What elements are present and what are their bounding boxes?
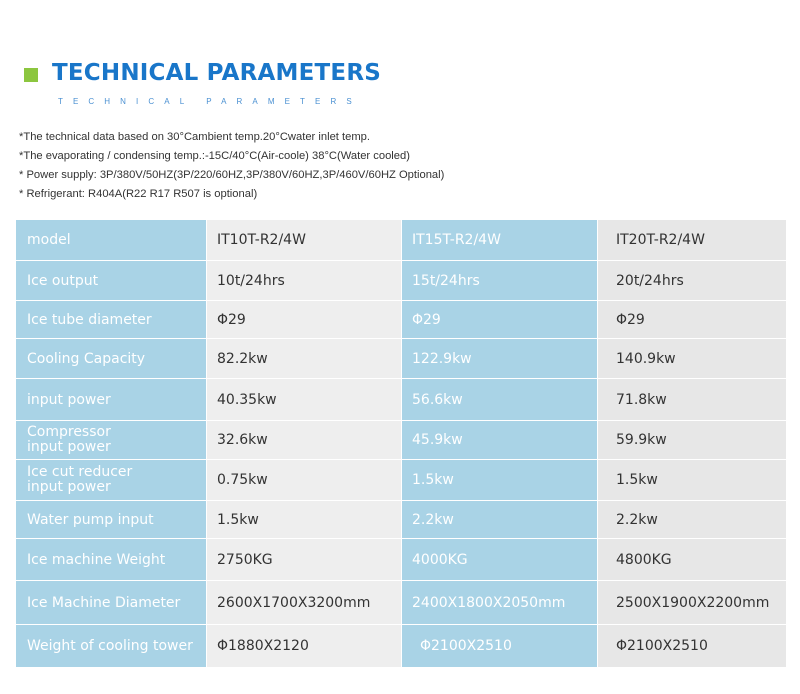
table-cell: 140.9kw (598, 339, 787, 379)
table-cell: 2500X1900X2200mm (598, 581, 787, 625)
table-cell: Φ29 (598, 301, 787, 339)
row-label-cooling-capacity: Cooling Capacity (16, 339, 207, 379)
note-item: * Refrigerant: R404A(R22 R17 R507 is optional) (19, 188, 258, 200)
label-line: Compressor (27, 424, 111, 440)
row-label-ice-machine-diameter: Ice Machine Diameter (16, 581, 207, 625)
table-cell: Φ2100X2510 (402, 625, 598, 668)
table-row (16, 220, 787, 261)
table-cell: 4800KG (598, 539, 787, 581)
table-cell: Φ2100X2510 (598, 625, 787, 668)
table-cell: 122.9kw (402, 339, 598, 379)
table-cell: 71.8kw (598, 379, 787, 421)
table-row (16, 539, 787, 581)
table-cell: 10t/24hrs (207, 261, 402, 301)
table-cell: 56.6kw (402, 379, 598, 421)
notes-list (19, 128, 444, 204)
cell-model-it10t: IT10T-R2/4W (207, 220, 402, 261)
table-cell: 20t/24hrs (598, 261, 787, 301)
table-cell: 40.35kw (207, 379, 402, 421)
table-cell: 2750KG (207, 539, 402, 581)
table-row (16, 261, 787, 301)
table-cell: 15t/24hrs (402, 261, 598, 301)
table-cell: 2400X1800X2050mm (402, 581, 598, 625)
table-cell: 59.9kw (598, 421, 787, 460)
table-cell: 32.6kw (207, 421, 402, 460)
table-cell: Φ29 (207, 301, 402, 339)
title-bullet-square (24, 68, 38, 82)
table-cell: 1.5kw (598, 460, 787, 501)
cell-model-it20t: IT20T-R2/4W (598, 220, 787, 261)
table-cell: 2.2kw (598, 501, 787, 539)
table-cell: 2.2kw (402, 501, 598, 539)
table-cell: 82.2kw (207, 339, 402, 379)
table-cell: Φ29 (402, 301, 598, 339)
table-cell: 1.5kw (402, 460, 598, 501)
row-label-model: model (16, 220, 207, 261)
table-row (16, 460, 787, 501)
page-title: TECHNICAL PARAMETERS (52, 60, 382, 86)
row-label-ice-output: Ice output (16, 261, 207, 301)
row-label-ice-machine-weight: Ice machine Weight (16, 539, 207, 581)
label-line: Ice cut reducer (27, 464, 133, 480)
table-cell: 0.75kw (207, 460, 402, 501)
note-item: * Power supply: 3P/380V/50HZ(3P/220/60HZ,3P/380V/60HZ,3P/460V/60HZ Optional) (19, 169, 445, 181)
note-item: *The technical data based on 30°Cambient temp.20°Cwater inlet temp. (19, 131, 370, 143)
table-cell: 4000KG (402, 539, 598, 581)
table-row (16, 421, 787, 460)
row-label-water-pump-input: Water pump input (16, 501, 207, 539)
row-label-input-power: input power (16, 379, 207, 421)
table-row (16, 581, 787, 625)
table-cell: 45.9kw (402, 421, 598, 460)
row-label-ice-cut-reducer-input-power (16, 460, 207, 501)
row-label-compressor-input-power (16, 421, 207, 460)
label-line: input power (27, 439, 111, 455)
table-row (16, 625, 787, 668)
table-row (16, 501, 787, 539)
note-item: *The evaporating / condensing temp.:-15C/40°C(Air-coole) 38°C(Water cooled) (19, 150, 410, 162)
row-label-weight-of-cooling-tower: Weight of cooling tower (16, 625, 207, 668)
page-subtitle: TECHNICAL PARAMETERS (58, 97, 362, 106)
table-row (16, 379, 787, 421)
row-label-ice-tube-diameter: Ice tube diameter (16, 301, 207, 339)
parameters-table (15, 219, 787, 668)
table-cell: 1.5kw (207, 501, 402, 539)
table-row (16, 301, 787, 339)
label-line: input power (27, 479, 111, 495)
table-cell: 2600X1700X3200mm (207, 581, 402, 625)
table-row (16, 339, 787, 379)
cell-model-it15t: IT15T-R2/4W (402, 220, 598, 261)
table-cell: Φ1880X2120 (207, 625, 402, 668)
